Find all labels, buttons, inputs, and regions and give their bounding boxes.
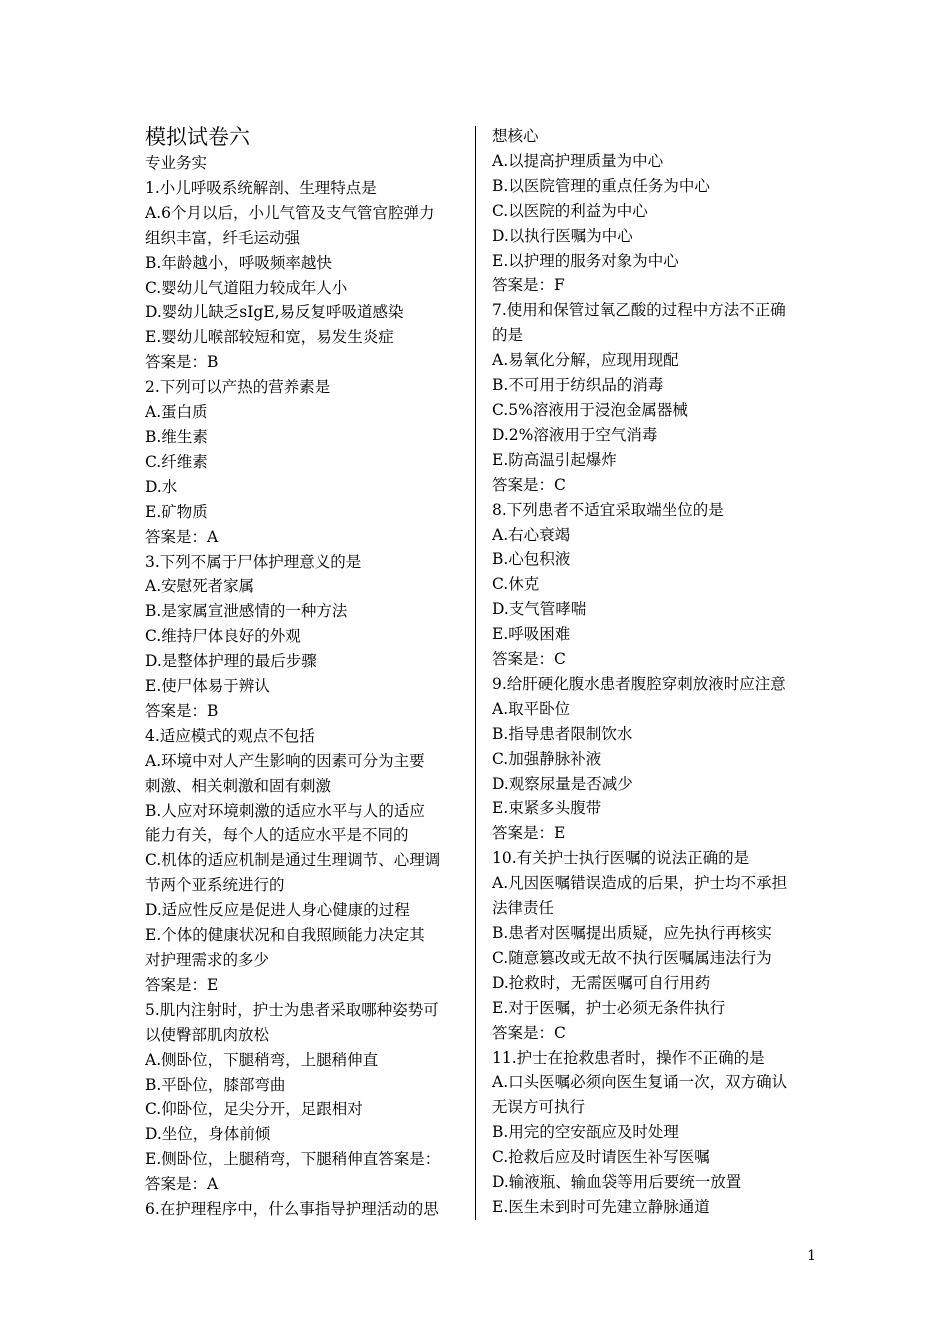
text-line: C.随意篡改或无故不执行医嘱属违法行为 (492, 948, 772, 967)
text-line: E.矿物质 (145, 502, 208, 521)
text-line: 11.护士在抢救患者时，操作不正确的是 (492, 1048, 765, 1067)
text-line: D.2%溶液用于空气消毒 (492, 425, 658, 444)
text-line: A.凡因医嘱错误造成的后果，护士均不承担 (492, 874, 788, 893)
text-line: 答案是：C (492, 650, 566, 669)
text-line: B.以医院管理的重点任务为中心 (492, 176, 710, 195)
text-line: 答案是：B (145, 353, 219, 372)
text-line: D.适应性反应是促进人身心健康的过程 (145, 901, 410, 920)
text-line: B.人应对环境刺激的适应水平与人的适应 (145, 801, 425, 820)
text-line: A.以提高护理质量为中心 (492, 151, 664, 170)
text-line: 1.小儿呼吸系统解剖、生理特点是 (145, 178, 377, 197)
text-line: D.婴幼儿缺乏sIgE,易反复呼吸道感染 (145, 303, 404, 322)
text-line: C.婴幼儿气道阻力较成年人小 (145, 278, 348, 297)
text-line: 4.适应模式的观点不包括 (145, 726, 315, 745)
text-line: D.观察尿量是否减少 (492, 774, 633, 793)
text-line: B.平卧位，膝部弯曲 (145, 1075, 286, 1094)
text-line: 答案是：B (145, 701, 219, 720)
text-line: B.不可用于纺织品的消毒 (492, 376, 664, 395)
text-line: B.维生素 (145, 427, 208, 446)
page-title: 模拟试卷六 (145, 125, 250, 149)
text-line: A.环境中对人产生影响的因素可分为主要 (145, 751, 425, 770)
text-line: 9.给肝硬化腹水患者腹腔穿刺放液时应注意 (492, 674, 786, 693)
text-line: E.对于医嘱，护士必须无条件执行 (492, 998, 726, 1017)
text-line: 答案是：A (145, 1175, 219, 1194)
text-line: E.以护理的服务对象为中心 (492, 251, 679, 270)
text-line: D.以执行医嘱为中心 (492, 226, 633, 245)
text-line: 答案是：E (492, 824, 566, 843)
text-line: E.婴幼儿喉部较短和宽，易发生炎症 (145, 328, 394, 347)
text-line: C.5%溶液用于浸泡金属器械 (492, 400, 688, 419)
text-line: D.是整体护理的最后步骤 (145, 652, 317, 671)
text-line: C.以医院的利益为中心 (492, 201, 648, 220)
text-line: C.维持尸体良好的外观 (145, 627, 301, 646)
text-line: C.抢救后应及时请医生补写医嘱 (492, 1148, 710, 1167)
text-line: E.个体的健康状况和自我照顾能力决定其 (145, 926, 425, 945)
text-line: 答案是：F (492, 276, 565, 295)
text-line: 的是 (492, 326, 524, 345)
text-line: C.加强静脉补液 (492, 749, 602, 768)
text-line: A.口头医嘱必须向医生复诵一次，双方确认 (492, 1073, 788, 1092)
text-line: B.是家属宣泄感情的一种方法 (145, 602, 348, 621)
text-line: A.安慰死者家属 (145, 577, 255, 596)
text-line: 法律责任 (492, 899, 555, 918)
text-line: 10.有关护士执行医嘱的说法正确的是 (492, 849, 750, 868)
text-line: E.呼吸困难 (492, 625, 571, 644)
text-line: E.束紧多头腹带 (492, 799, 602, 818)
text-line: B.指导患者限制饮水 (492, 724, 633, 743)
text-line: 专业务实 (145, 154, 208, 172)
text-line: D.支气管哮喘 (492, 600, 587, 619)
text-line: 答案是：A (145, 527, 219, 546)
text-line: A.6个月以后，小儿气管及支气管官腔弹力 (145, 203, 435, 222)
text-line: 答案是：C (492, 1023, 566, 1042)
page-number: 1 (807, 1248, 816, 1264)
text-line: C.仰卧位，足尖分开，足跟相对 (145, 1100, 363, 1119)
text-line: 2.下列可以产热的营养素是 (145, 378, 331, 397)
text-line: D.抢救时，无需医嘱可自行用药 (492, 973, 711, 992)
text-line: D.水 (145, 477, 178, 496)
text-line: A.取平卧位 (492, 699, 571, 718)
column-divider (475, 126, 476, 1220)
left-column (145, 124, 463, 1222)
text-line: 能力有关，每个人的适应水平是不同的 (145, 826, 409, 845)
text-line: 答案是：C (492, 475, 566, 494)
text-line: E.使尸体易于辨认 (145, 677, 270, 696)
text-line: B.患者对医嘱提出质疑，应先执行再核实 (492, 924, 772, 942)
text-line: E.防高温引起爆炸 (492, 450, 617, 469)
text-line: A.易氧化分解，应现用现配 (492, 351, 679, 370)
text-line: B.心包积液 (492, 550, 571, 569)
text-line: A.蛋白质 (145, 403, 208, 422)
text-line: 6.在护理程序中，什么事指导护理活动的思 (145, 1200, 439, 1219)
text-line: 以使臀部肌肉放松 (145, 1025, 270, 1044)
text-line: C.纤维素 (145, 452, 208, 471)
text-line: 答案是：E (145, 975, 219, 994)
text-line: 想核心 (492, 127, 539, 145)
text-line: 节两个亚系统进行的 (145, 876, 285, 895)
text-line: E.医生未到时可先建立静脉通道 (492, 1197, 710, 1216)
text-line: 5.肌内注射时，护士为患者采取哪种姿势可 (145, 1000, 439, 1019)
text-line: B.用完的空安瓿应及时处理 (492, 1123, 679, 1142)
text-line: C.休克 (492, 575, 540, 594)
text-line: 组织丰富，纤毛运动强 (145, 228, 301, 247)
text-line: 8.下列患者不适宜采取端坐位的是 (492, 500, 724, 519)
right-column (492, 124, 810, 1220)
text-line: A.侧卧位，下腿稍弯，上腿稍伸直 (145, 1050, 379, 1069)
text-line: A.右心衰竭 (492, 525, 571, 544)
text-line: B.年龄越小，呼吸频率越快 (145, 253, 332, 272)
text-line: 7.使用和保管过氧乙酸的过程中方法不正确 (492, 301, 786, 320)
text-line: 无误方可执行 (492, 1098, 586, 1117)
text-line: D.输液瓶、输血袋等用后要统一放置 (492, 1173, 742, 1192)
text-line: 3.下列不属于尸体护理意义的是 (145, 552, 362, 571)
text-line: 刺激、相关刺激和固有刺激 (145, 776, 332, 795)
text-line: D.坐位，身体前倾 (145, 1125, 271, 1144)
text-line: 对护理需求的多少 (145, 951, 270, 969)
text-line: C.机体的适应机制是通过生理调节、心理调 (145, 851, 441, 870)
text-line: E.侧卧位，上腿稍弯，下腿稍伸直答案是： (145, 1150, 441, 1169)
